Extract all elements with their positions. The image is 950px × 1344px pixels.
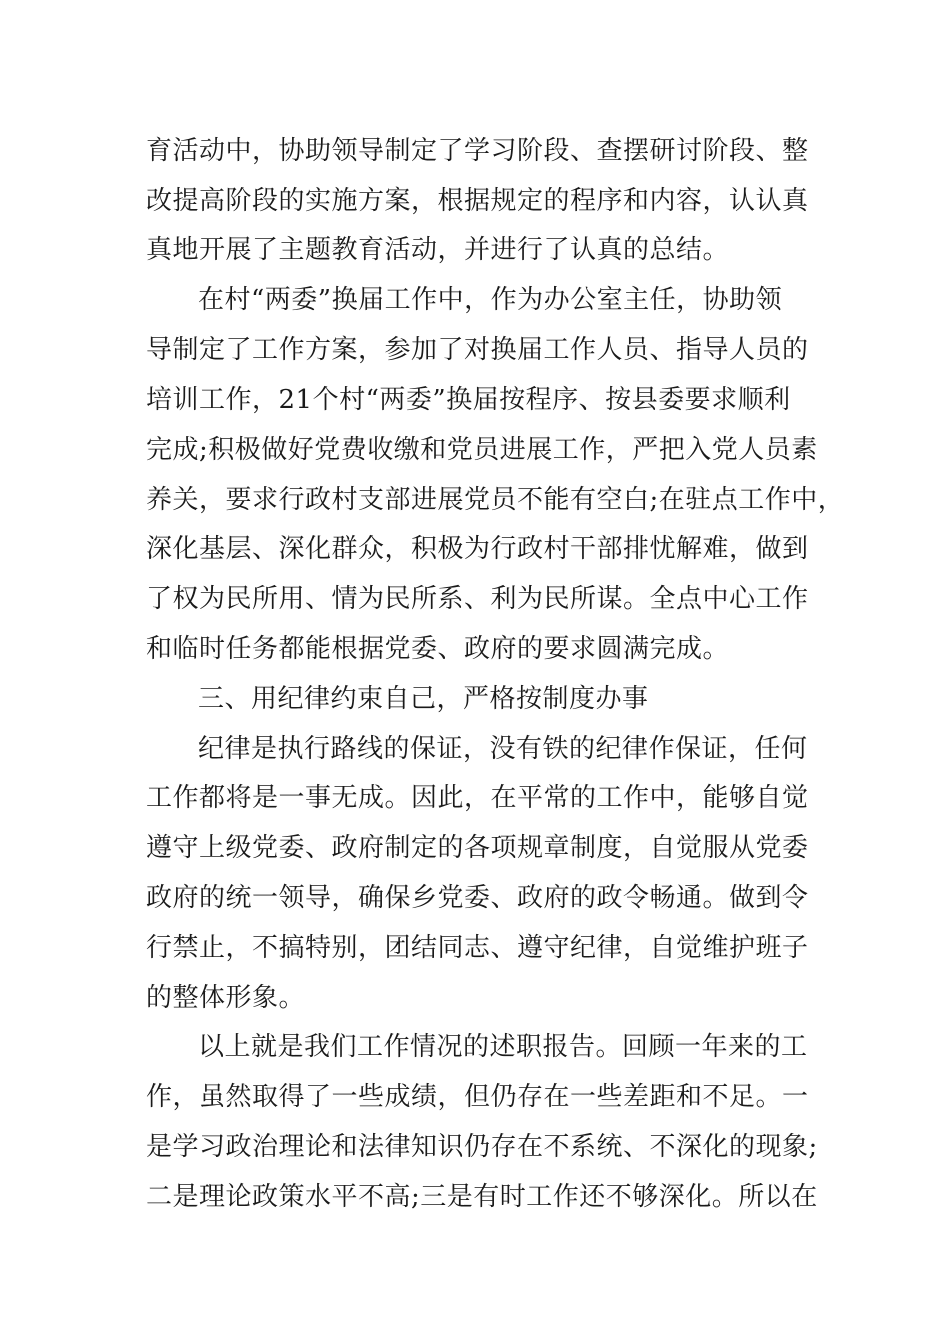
text-line: 完成;积极做好党费收缴和党员进展工作，严把入党人员素	[146, 435, 818, 465]
text-line: 真地开展了主题教育活动，并进行了认真的总结。	[146, 235, 730, 265]
text-line: 二是理论政策水平不高;三是有时工作还不够深化。所以在	[146, 1182, 818, 1212]
text-line: 育活动中，协助领导制定了学习阶段、查摆研讨阶段、整	[146, 136, 809, 166]
text-line: 养关，要求行政村支部进展党员不能有空白;在驻点工作中，	[146, 485, 845, 515]
paragraph-first-line: 纪律是执行路线的保证，没有铁的纪律作保证，任何	[198, 734, 808, 764]
text-line: 和临时任务都能根据党委、政府的要求圆满完成。	[146, 634, 730, 664]
text-line: 改提高阶段的实施方案，根据规定的程序和内容，认认真	[146, 186, 809, 216]
text-line: 的整体形象。	[146, 983, 306, 1013]
text-line: 政府的统一领导，确保乡党委、政府的政令畅通。做到令	[146, 883, 809, 913]
text-line: 了权为民所用、情为民所系、利为民所谋。全点中心工作	[146, 584, 809, 614]
text-line: 深化基层、深化群众，积极为行政村干部排忧解难，做到	[146, 534, 809, 564]
paragraph-first-line: 以上就是我们工作情况的述职报告。回顾一年来的工	[198, 1032, 808, 1062]
text-line: 遵守上级党委、政府制定的各项规章制度，自觉服从党委	[146, 833, 809, 863]
text-line: 工作都将是一事无成。因此，在平常的工作中，能够自觉	[146, 783, 809, 813]
text-line: 导制定了工作方案，参加了对换届工作人员、指导人员的	[146, 335, 809, 365]
section-heading: 三、用纪律约束自己，严格按制度办事	[198, 684, 649, 714]
paragraph-first-line: 在村“两委”换届工作中，作为办公室主任，协助领	[198, 285, 783, 315]
text-line: 作，虽然取得了一些成绩，但仍存在一些差距和不足。一	[146, 1082, 809, 1112]
text-line: 行禁止，不搞特别，团结同志、遵守纪律，自觉维护班子	[146, 933, 809, 963]
text-line: 培训工作，21个村“两委”换届按程序、按县委要求顺利	[146, 385, 791, 415]
text-line: 是学习政治理论和法律知识仍存在不系统、不深化的现象;	[146, 1132, 818, 1162]
